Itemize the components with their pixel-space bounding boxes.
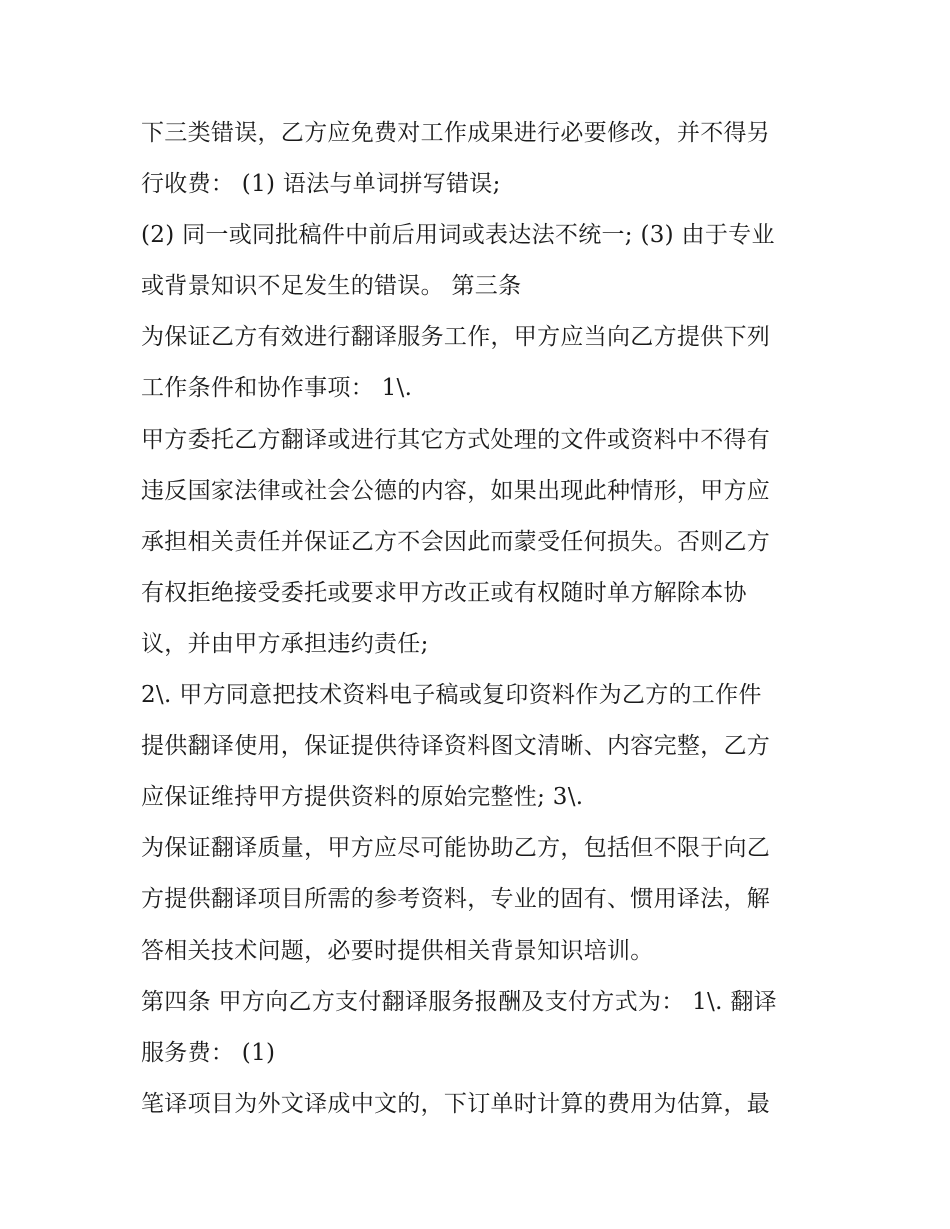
text-line: 工作条件和协作事项： 1\. bbox=[141, 375, 413, 402]
text-line: 有权拒绝接受委托或要求甲方改正或有权随时单方解除本协 bbox=[141, 579, 747, 606]
text-line: 为保证翻译质量，甲方应尽可能协助乙方，包括但不限于向乙 bbox=[141, 835, 771, 862]
document-body bbox=[141, 108, 821, 1130]
text-line: 应保证维持甲方提供资料的原始完整性; 3\. bbox=[141, 784, 584, 811]
text-line: 笔译项目为外文译成中文的，下订单时计算的费用为估算，最 bbox=[141, 1090, 771, 1117]
text-line: 服务费： (1) bbox=[141, 1039, 276, 1066]
text-line: 提供翻译使用，保证提供待译资料图文清晰、内容完整，乙方 bbox=[141, 733, 771, 760]
text-line: (2) 同一或同批稿件中前后用词或表达法不统一; (3) 由于专业 bbox=[141, 222, 775, 249]
text-line: 甲方委托乙方翻译或进行其它方式处理的文件或资料中不得有 bbox=[141, 426, 771, 453]
text-line: 行收费： (1) 语法与单词拼写错误; bbox=[141, 171, 501, 198]
text-line: 违反国家法律或社会公德的内容，如果出现此种情形，甲方应 bbox=[141, 477, 771, 504]
text-line: 方提供翻译项目所需的参考资料，专业的固有、惯用译法，解 bbox=[141, 886, 771, 913]
text-line: 2\. 甲方同意把技术资料电子稿或复印资料作为乙方的工作件 bbox=[141, 682, 762, 709]
text-line: 答相关技术问题，必要时提供相关背景知识培训。 bbox=[141, 937, 654, 964]
text-line: 或背景知识不足发生的错误。 第三条 bbox=[141, 273, 522, 300]
text-line: 第四条 甲方向乙方支付翻译服务报酬及支付方式为： 1\. 翻译 bbox=[141, 988, 777, 1015]
text-line: 下三类错误，乙方应免费对工作成果进行必要修改，并不得另 bbox=[141, 120, 771, 146]
text-line: 议，并由甲方承担违约责任; bbox=[141, 630, 429, 657]
text-line: 承担相关责任并保证乙方不会因此而蒙受任何损失。否则乙方 bbox=[141, 528, 771, 555]
text-line: 为保证乙方有效进行翻译服务工作，甲方应当向乙方提供下列 bbox=[141, 324, 771, 351]
